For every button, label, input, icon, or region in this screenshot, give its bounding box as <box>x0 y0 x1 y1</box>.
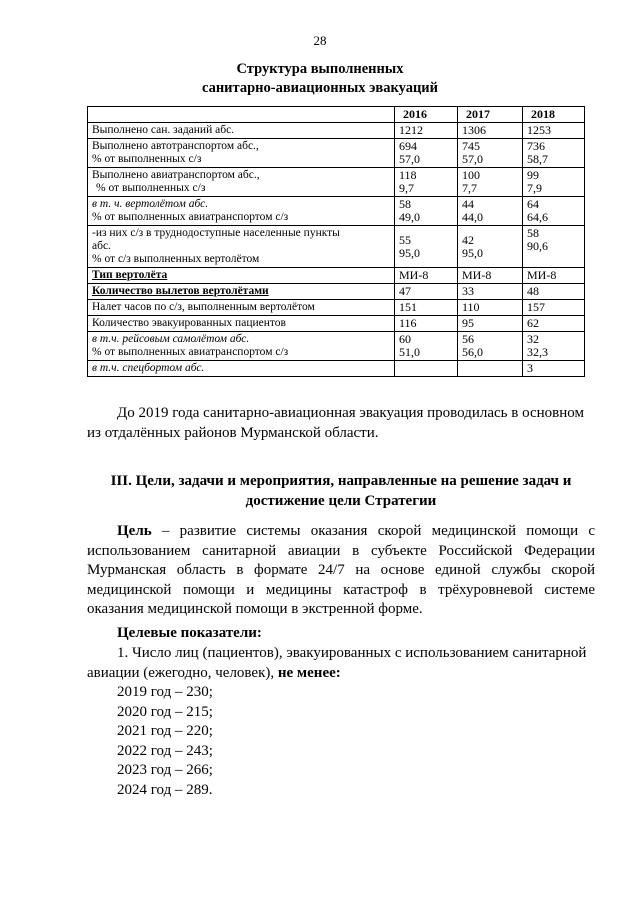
row-label: Выполнено автотранспортом абс., % от выполненных с/з <box>88 139 395 168</box>
page-number: 28 <box>313 33 327 48</box>
list-item: 2022 год – 243; <box>117 742 213 759</box>
note-paragraph: До 2019 года санитарно-авиационная эвакуация проводилась в основном из отдалённых районов Мурманской области. <box>87 405 584 441</box>
value-2018: 3 <box>523 361 585 377</box>
table-row <box>88 226 585 268</box>
value-2017: 100 7,7 <box>458 168 523 197</box>
goal-text: – развитие системы оказания скорой медицинской помощи с использованием санитарной авиации в субъекте Российской Федерации Мурманская область в формате 24/7 на основе единой службы скорой медицинской помощи и медицины катастроф в трёхуровневой системе оказания медицинской помощи в экстренной форме. <box>87 523 595 617</box>
goal-label: Цель <box>117 523 152 539</box>
value-2018: 32 32,3 <box>523 332 585 361</box>
value-2017: 1306 <box>458 123 523 139</box>
years-list <box>117 683 213 800</box>
row-label: в т. ч. вертолётом абс. % от выполненных авиатранспортом с/з <box>88 197 395 226</box>
row-label: Количество вылетов вертолётами <box>88 284 395 300</box>
value-2017: 44 44,0 <box>458 197 523 226</box>
header-year-2016: 2016 <box>395 107 458 123</box>
value-2018: 62 <box>523 316 585 332</box>
value-2016: 1212 <box>395 123 458 139</box>
value-2016: 58 49,0 <box>395 197 458 226</box>
table-row <box>88 268 585 284</box>
value-2018: 64 64,6 <box>523 197 585 226</box>
table-row <box>88 139 585 168</box>
value-2018: 48 <box>523 284 585 300</box>
table-title <box>0 60 640 98</box>
value-2016: 118 9,7 <box>395 168 458 197</box>
list-item: 2021 год – 220; <box>117 723 213 739</box>
table-row <box>88 123 585 139</box>
list-item: 2020 год – 215; <box>117 703 213 720</box>
section-heading: III. Цели, задачи и мероприятия, направленные на решение задач и достижение цели Стратегии <box>110 473 572 509</box>
row-label: Тип вертолёта <box>88 268 395 284</box>
row-label: -из них с/з в труднодоступные населенные пункты абс. % от с/з выполненных вертолётом <box>88 226 395 268</box>
evacuation-stats-table <box>87 106 585 377</box>
indicator-1-text: 1. Число лиц (пациентов), эвакуированных с использованием санитарной авиации (ежегодно, человек), <box>87 645 587 681</box>
header-year-2017: 2017 <box>458 107 523 123</box>
value-2017: МИ-8 <box>458 268 523 284</box>
table-row <box>88 332 585 361</box>
header-year-2018: 2018 <box>523 107 585 123</box>
indicator-1-bold: не менее: <box>277 664 341 681</box>
row-label: Количество эвакуированных пациентов <box>88 316 395 332</box>
value-2016: 116 <box>395 316 458 332</box>
value-2016: 151 <box>395 300 458 316</box>
value-2016: 55 95,0 <box>395 226 458 268</box>
table-row <box>88 168 585 197</box>
value-2018: 157 <box>523 300 585 316</box>
value-2017 <box>458 361 523 377</box>
value-2017: 33 <box>458 284 523 300</box>
row-label: Выполнено авиатранспортом абс., % от выполненных с/з <box>88 168 395 197</box>
targets-heading: Целевые показатели: <box>117 625 262 641</box>
list-item: 2023 год – 266; <box>117 762 213 778</box>
list-item: 2019 год – 230; <box>117 684 213 700</box>
value-2016: 694 57,0 <box>395 139 458 168</box>
table-title-line-1: Структура выполненных <box>236 61 404 77</box>
row-label: Налет часов по с/з, выполненным вертолётом <box>88 300 395 316</box>
value-2017: 745 57,0 <box>458 139 523 168</box>
value-2017: 110 <box>458 300 523 316</box>
row-label: в т.ч. рейсовым самолётом абс. % от выполненных авиатранспортом с/з <box>88 332 395 361</box>
value-2017: 56 56,0 <box>458 332 523 361</box>
table-row <box>88 361 585 377</box>
row-label: в т.ч. спецбортом абс. <box>88 361 395 377</box>
goal-paragraph <box>87 522 595 620</box>
value-2016 <box>395 361 458 377</box>
value-2018: 1253 <box>523 123 585 139</box>
table-title-line-2: санитарно-авиационных эвакуаций <box>201 80 439 96</box>
value-2018: МИ-8 <box>523 268 585 284</box>
value-2016: МИ-8 <box>395 268 458 284</box>
value-2017: 42 95,0 <box>458 226 523 268</box>
table-row <box>88 300 585 316</box>
table-row <box>88 197 585 226</box>
table-row <box>88 284 585 300</box>
row-label: Выполнено сан. заданий абс. <box>88 123 395 139</box>
table-row <box>88 316 585 332</box>
list-item: 2024 год – 289. <box>117 781 213 798</box>
value-2018: 58 90,6 <box>523 226 585 268</box>
value-2016: 60 51,0 <box>395 332 458 361</box>
header-empty-cell <box>88 107 395 123</box>
table-header-row <box>88 107 585 123</box>
value-2016: 47 <box>395 284 458 300</box>
value-2018: 99 7,9 <box>523 168 585 197</box>
value-2018: 736 58,7 <box>523 139 585 168</box>
indicator-1 <box>87 644 595 683</box>
value-2017: 95 <box>458 316 523 332</box>
